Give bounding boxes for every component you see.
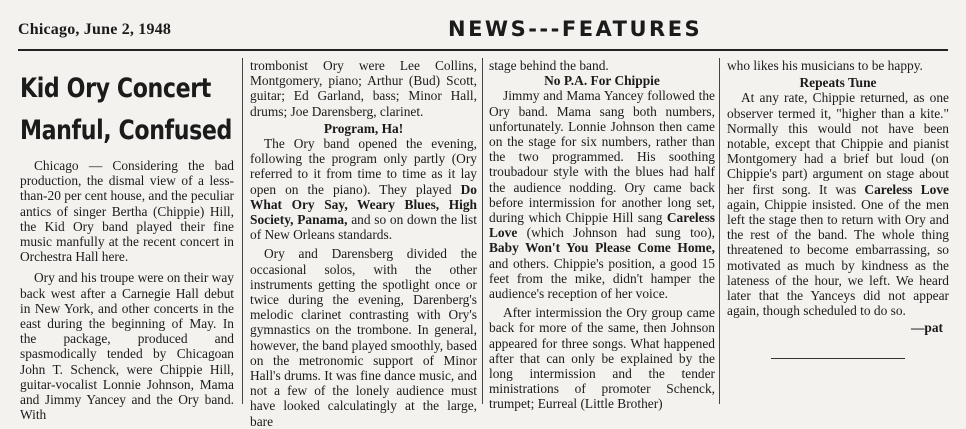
masthead-rule — [18, 49, 948, 51]
column-4 — [727, 58, 949, 404]
column-2 — [250, 58, 477, 429]
song-title: Careless Love — [864, 181, 949, 197]
headline-line-2: Manful, Confused — [20, 115, 232, 146]
paragraph: After intermission the Ory group came back for more of the same, then Johnson appeared for three songs. What happened after that can only be explained by the long intermission and the tender ministrations of promoter Schenck, trumpet; Eurreal (Little Brother) — [489, 305, 715, 412]
text-run: and others. Chippie's position, a good 15 feet from the mike, didn't hamper the audience's reception of her voice. — [489, 255, 715, 302]
text-run: Jimmy and Mama Yancey followed the Ory band. Mama sang both numbers, unfortunately. Lonnie Johnson then came on the stage for six numbers, rather than the two programmed. His soothing troubadour style with the blues had half the audience nodding. Ory came back before intermission for another long set, during which Chippie Hill sang — [489, 88, 715, 226]
section-title: NEWS---FEATURES — [448, 17, 703, 41]
column-1 — [20, 58, 234, 423]
subheading: Repeats Tune — [799, 75, 877, 91]
song-title: Baby Won't You Please Come Home, — [489, 240, 715, 256]
paragraph: trombonist Ory were Lee Collins, Montgomery, piano; Arthur (Bud) Scott, guitar; Ed Garland, bass; Minor Hall, drums; Joe Darensberg, clarinet. — [250, 58, 477, 119]
paragraph — [727, 90, 949, 318]
masthead — [18, 17, 948, 47]
headline-line-1: Kid Ory Concert — [20, 73, 211, 104]
text-run: At any rate, Chippie returned, as one observer termed it, "higher than a kite." Normally this would not have been notable, except that Chippie and pianist Montgomery had a brief but loud (on Chippie's part) argument on stage about her first song. It was — [727, 90, 949, 197]
song-title: Careless Love — [489, 210, 715, 241]
column-divider — [719, 58, 720, 404]
text-run: (which Johnson had sung too), — [517, 225, 715, 241]
paragraph — [489, 88, 715, 301]
paragraph: who likes his musicians to be happy. — [727, 58, 923, 73]
headline — [20, 68, 232, 152]
text-run: again, Chippie insisted. One of the men left the stage then to return with Ory and the rest of the band. The whole thing threatened to become embarrassing, so motivated as much by kindness as the lateness of the hour, we left. We heard later that the Yanceys did not appear again, though scheduled to do so. — [727, 196, 949, 319]
paragraph: Ory and his troupe were on their way back west after a Carnegie Hall debut in New York, and other concerts in the east during the beginning of May. In the package, produced and spasmodically tended by Chicagoan John T. Schenck, were Chippie Hill, guitar-vocalist Lonnie Johnson, Mama and Jimmy Yancey and the Ory band. With — [20, 270, 234, 423]
column-divider — [242, 58, 243, 404]
paragraph — [250, 136, 477, 242]
subheading: Program, Ha! — [323, 120, 404, 136]
song-titles: Do What Ory Say, Weary Blues, High Society, Panama, — [250, 181, 477, 228]
paragraph: stage behind the band. — [489, 58, 609, 73]
column-3 — [489, 58, 715, 412]
end-rule — [771, 358, 904, 359]
paragraph: Ory and Darensberg divided the occasional solos, with the other instruments getting the spotlight once or twice during the evening, Darenberg's melodic clarinet contrasting with Ory's gymnastics on the trombone. In general, however, the band played smoothly, based on the metronomic support of Minor Hall's drums. It was fine dance music, and not a few of the lonely audience must have looked calculatingly at the large, bare — [250, 246, 477, 429]
text-run: and so on down the list of New Orleans standards. — [250, 212, 477, 243]
byline-signature: —pat — [911, 320, 943, 336]
column-divider — [482, 58, 483, 404]
paragraph: Chicago — Considering the bad production, the dismal view of a less-than-20 per cent house, and the peculiar antics of singer Bertha (Chippie) Hill, the Kid Ory band played their fine music manfully at the recent concert in Orchestra Hall here. — [20, 158, 234, 265]
text-run: The Ory band opened the evening, following the program only partly (Ory referred to it from time to time as it lay open on the piano). They played — [250, 136, 477, 197]
subheading: No P.A. For Chippie — [544, 73, 660, 89]
dateline: Chicago, June 2, 1948 — [18, 21, 172, 38]
